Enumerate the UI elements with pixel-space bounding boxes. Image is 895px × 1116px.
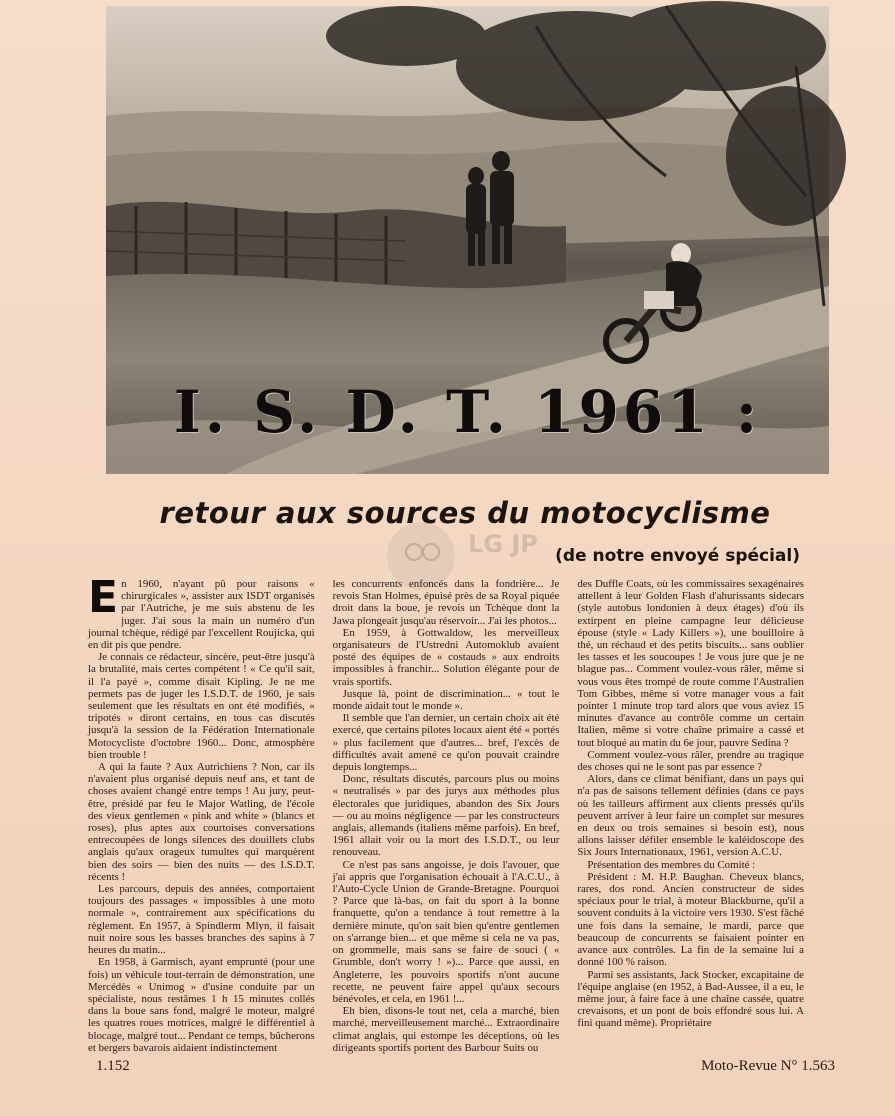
paragraph: Présentation des membres du Comité : [587,858,756,871]
page-number: 1.152 [96,1058,130,1074]
byline: (de notre envoyé spécial) [555,546,800,566]
paragraph: Eh bien, disons-le tout net, cela a marché, bien marché, merveilleusement marché... Extraordinaire climat anglais, qui estompe les déceptions, où les dirigeants sportifs portent des Barbour Suits ou [332,1005,560,1054]
magazine-footer [701,1058,835,1075]
article-body [88,572,805,1054]
paragraph: Jusque là, point de discrimination... « tout le monde aidait tout le monde ». [332,687,560,713]
issue-number: N° 1.563 [780,1058,835,1074]
paragraph: Donc, résultats discutés, parcours plus ou moins « neutralisés » par des jurys aux méthodes plus électorales que juridiques, abandon des Six Jours — ou au moins négligence — par les constructeurs anglais, allemands (italiens même parfois). En bref, 1961 allait voir ou la mort des I.S.D.T., ou leur renouveau. [332,773,560,859]
paragraph: Ce n'est pas sans angoisse, je dois l'avouer, que j'ai appris que l'organisation échouait à l'A.C.U., à l'Auto-Cycle Union de Grande-Bretagne. Pourquoi ? Parce que là-bas, on fait du sport à la bonne franquette, qu'on a tendance à tout remettre à la dernière minute, qu'on sait bien qu'entre gentlemen on s'arrange bien... et que même si cela ne va pas, on grommelle, mais sans se faire de souci ( « Grumble, don't worry ! »)... Parce que aussi, en Angleterre, les pouvoirs sportifs n'ont aucune recette, ne peuvent faire appel qu'aux secours bénévoles, et cela, en 1961 !... [332,858,560,1005]
subtitle: retour aux sources du motocyclisme [159,496,771,530]
paragraph: Parmi ses assistants, Jack Stocker, excapitaine de l'équipe anglaise (en 1952, à Bad-Aussee, il a eu, le même jour, à faire face à une chaîne cassée, quatre crevaisons, et un pont de bois effondré sous lui. A fini quand même). Propriétaire [577,968,805,1030]
headline: I. S. D. T. 1961 : [173,378,762,446]
paragraph: Président : M. H.P. Baughan. Cheveux blancs, rares, dos rond. Ancien constructeur de sides spéciaux pour le trial, à moteur Blackburne, qu'il a souvent conduits à la victoire vers 1930. S'est fâché une fois dans la semaine, le mardi, parce que beaucoup de concurrents se faisaient pointer en avance aux contrôles. La fin de la semaine lui a donné 100 % raison. [577,870,805,969]
paragraph: Comment voulez-vous râler, prendre au tragique des choses qui ne le sont pas par essence ? [577,748,805,774]
paragraph: n 1960, n'ayant pû pour raisons « chirurgicales », assister aux ISDT organisés par l'Autriche, je me suis abstenu de les juger. J'ai sous la main un numéro d'un journal tchèque, rédigé par l'excellent Roujicka, qui en dit pis que pendre. [88,578,315,652]
column-1 [88,572,315,1054]
paragraph: des Duffle Coats, où les commissaires sexagénaires attellent à leur Golden Flash d'ahurissants sidecars (style autobus londonien à deux étages) d'où ils extirpent en pleine campagne leur délicieuse épouse (style « Lady Killers »), une bouilloire à thé, un réchaud et des petits biscuits... sans oublier les tasses et les soucoupes ! Je vous jure que je ne blague pas... Comment voulez-vous râler, même si vous vous êtes trompé de route comme l'Australien Tom Gibbes, même si votre manager vous a fait pointer 1 minute trop tard alors que vous aviez 15 minutes d'avance au contrôle comme un certain Italien, même si votre chaîne primaire a cassé et tout bloqué au matin du 6e jour, pauvre Sedina ? [577,578,805,749]
paragraph: les concurrents enfoncés dans la fondrière... Je revois Stan Holmes, épuisé près de sa Royal piquée droit dans la boue, je revois un Tchèque dont la Jawa plongeait jusqu'au réservoir... J'ai les photos... [332,578,560,627]
column-3 [577,578,804,1048]
paragraph: Alors, dans ce climat bénifiant, dans un pays qui n'a pas de saisons tellement définies (dans ce pays où les tailleurs affirment aux clients pressés qu'ils peuvent arriver à leur faire un complet sur mesures en deux ou trois semaines si besoin est), nous allons laisser défiler ensemble le kaléidoscope des Six Jours Internationaux, 1961, version A.C.U. [577,773,805,859]
paragraph: Je connais ce rédacteur, sincère, peut-être jusqu'à la brutalité, mais certes compétent ! « Ce qu'il sait, il l'a payé », comme disait Kipling. Je ne me permets pas de juger les I.S.D.T. de 1960, je sais seulement que les résultats en ont été modifiés, « tripotés » diront certains, en tous cas discutés jusqu'à la session de la Fédération Internationale Motocycliste d'octobre 1960... Donc, atmosphère bien trouble ! [88,651,315,761]
watermark-text: LG JP [468,530,538,558]
paragraph: Il semble que l'an dernier, un certain choix ait été exercé, que certains pilotes locaux aient été « portés » plus facilement que d'autres... bref, l'excès de difficultés avait amené ce qu'on pouvait craindre depuis longtemps... [332,712,560,774]
paragraph: A qui la faute ? Aux Autrichiens ? Non, car ils n'avaient plus organisé depuis neuf ans, et tant de choses avaient changé entre temps ! Au jury, peut-être, présidé par feu le Major Watling, de l'école des vieux gentlemen « pink and white » (blancs et roses), plus aptes aux courtoises conversations entrecoupées de longs silences des douillets clubs anglais qu'aux orageux tumultes qui marquèrent bien des soirs — bien des nuits — des I.S.D.T. récents ! [88,761,315,883]
magazine-name: Moto-Revue [701,1058,777,1074]
paragraph: En 1959, à Gottwaldow, les merveilleux organisateurs de l'Ustredni Automoklub avaient posté des équipes de « costauds » aux endroits impossibles à franchir... Solution élégante pour de vrais sportifs. [332,626,560,688]
drop-cap: E [88,572,119,623]
paragraph: En 1958, à Garmisch, ayant emprunté (pour une fois) un véhicule tout-terrain de démonstration, une Mercédès « Unimog » d'usine conduite par un spécialiste, nous restâmes 1 h 15 minutes collés dans la boue sans fond, malgré le moteur, malgré les quatres roues motrices, malgré le différentiel à blocage, malgré tout... Pendant ce temps, bûcherons et bergers bavarois aidaient indistinctement [88,956,315,1054]
article-photo [106,6,829,474]
paragraph: Les parcours, depuis des années, comportaient toujours des passages « impossibles à une moto normale », contrairement aux spécifications du règlement. En 1957, à Spindlerm Mlyn, il faisait nuit noire sous les basses branches des sapins à 7 heures du matin... [88,883,315,957]
column-2 [332,578,560,1054]
